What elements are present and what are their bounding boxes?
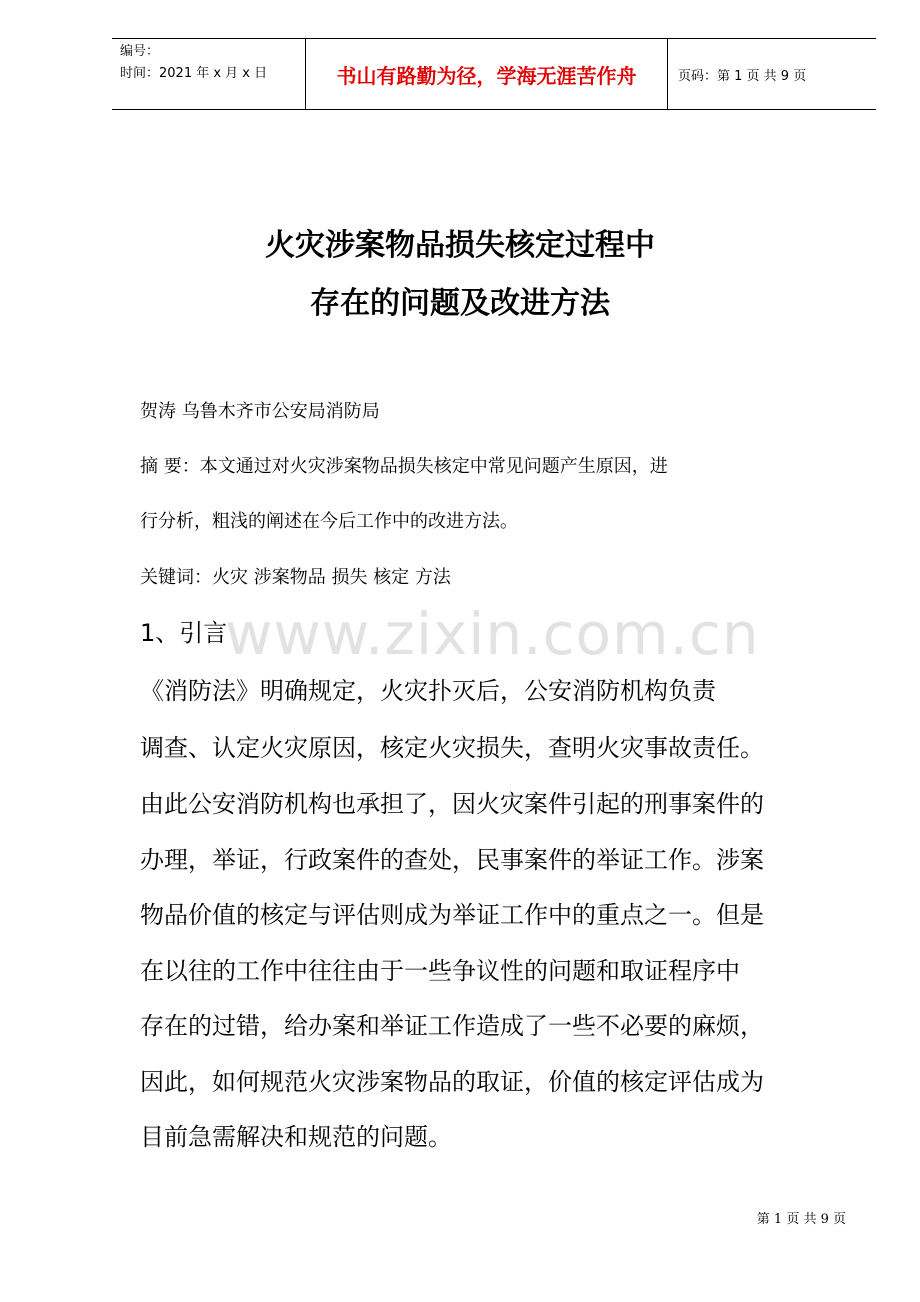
body-line: 在以往的工作中往往由于一些争议性的问题和取证程序中	[140, 957, 740, 985]
abstract-line-1: 摘 要：本文通过对火灾涉案物品损失核定中常见问题产生原因，进	[140, 456, 668, 477]
watermark: www.zixin.com.cn	[225, 600, 760, 668]
body-line: 办理，举证，行政案件的查处，民事案件的举证工作。涉案	[140, 846, 764, 874]
title-line-2: 存在的问题及改进方法	[310, 286, 610, 321]
body-line: 由此公安消防机构也承担了，因火灾案件引起的刑事案件的	[140, 790, 764, 818]
body-line: 物品价值的核定与评估则成为举证工作中的重点之一。但是	[140, 901, 764, 929]
abstract-line-2: 行分析，粗浅的阐述在今后工作中的改进方法。	[140, 511, 518, 532]
body-line: 目前急需解决和规范的问题。	[140, 1123, 452, 1151]
document-time: 时间：2021 年 x 月 x 日	[120, 66, 268, 81]
page-footer: 第 1 页 共 9 页	[756, 1212, 846, 1227]
body-line: 调查、认定火灾原因，核定火灾损失，查明火灾事故责任。	[140, 734, 764, 762]
header-meta	[112, 39, 306, 109]
body-line: 《消防法》明确规定，火灾扑灭后，公安消防机构负责	[140, 677, 716, 705]
author-line: 贺涛 乌鲁木齐市公安局消防局	[140, 401, 380, 422]
keywords-line: 关键词：火灾 涉案物品 损失 核定 方法	[140, 567, 451, 588]
header-page-info: 页码：第 1 页 共 9 页	[678, 68, 807, 84]
section-heading: 1、引言	[140, 619, 228, 647]
document-header	[112, 38, 876, 110]
title-line-1: 火灾涉案物品损失核定过程中	[265, 228, 655, 263]
body-line: 因此，如何规范火灾涉案物品的取证，价值的核定评估成为	[140, 1068, 764, 1096]
body-line: 存在的过错，给办案和举证工作造成了一些不必要的麻烦，	[140, 1012, 764, 1040]
header-motto: 书山有路勤为径，学海无涯苦作舟	[306, 39, 668, 109]
document-number: 编号：	[120, 44, 160, 59]
